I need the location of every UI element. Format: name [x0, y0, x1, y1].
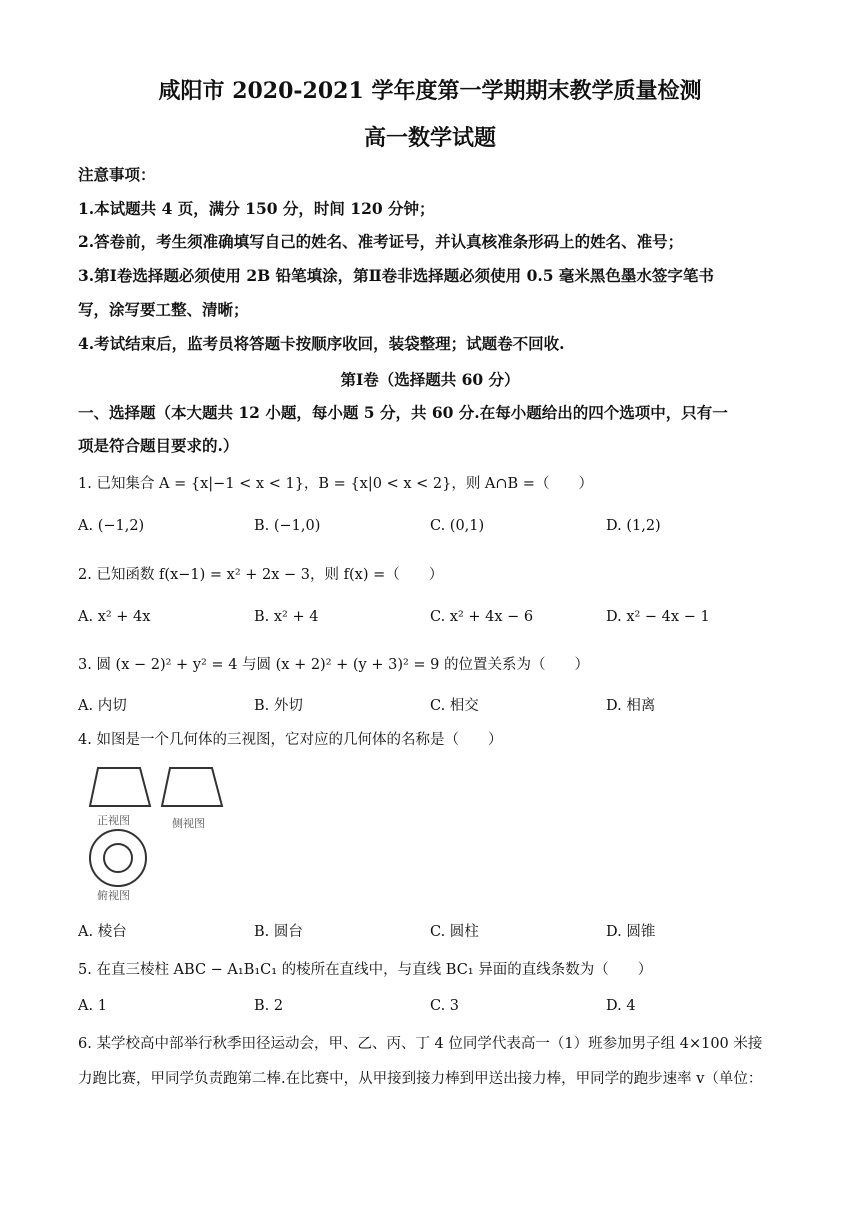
- question-2-stem: 2. 已知函数 f(x−1) = x² + 2x − 3，则 f(x) =（ ）: [78, 567, 444, 583]
- question-3-option-b: B. 外切: [254, 698, 303, 714]
- question-3-option-c: C. 相交: [430, 698, 479, 714]
- side-view-trapezoid: [162, 768, 222, 806]
- note-item-4: 4.考试结束后，监考员将答题卡按顺序收回，装袋整理；试题卷不回收.: [78, 334, 565, 353]
- question-3-option-a: A. 内切: [78, 698, 127, 714]
- exam-title: 咸阳市 2020-2021 学年度第一学期期末教学质量检测: [158, 78, 702, 104]
- question-1-option-c: C. (0,1): [430, 518, 485, 534]
- front-view-trapezoid: [90, 768, 150, 806]
- question-3-stem: 3. 圆 (x − 2)² + y² = 4 与圆 (x + 2)² + (y + 3)² = 9 的位置关系为（ ）: [78, 657, 590, 673]
- question-4-option-b: B. 圆台: [254, 924, 303, 940]
- question-4-option-d: D. 圆锥: [606, 924, 656, 940]
- note-item-2: 2.答卷前，考生须准确填写自己的姓名、准考证号，并认真核准条形码上的姓名、准号；: [78, 232, 684, 251]
- exam-subtitle: 高一数学试题: [363, 125, 496, 151]
- question-4-option-c: C. 圆柱: [430, 924, 479, 940]
- question-4-option-a: A. 棱台: [78, 924, 127, 940]
- question-2-option-b: B. x² + 4: [254, 609, 319, 625]
- question-4-stem: 4. 如图是一个几何体的三视图，它对应的几何体的名称是（ ）: [78, 732, 503, 748]
- front-view-label: 正视图: [97, 814, 130, 827]
- question-1-option-d: D. (1,2): [606, 518, 661, 534]
- question-5-option-d: D. 4: [606, 998, 636, 1014]
- note-item-3-cont: 写，涂写要工整、清晰；: [78, 300, 249, 319]
- question-1-option-a: A. (−1,2): [78, 518, 145, 534]
- question-5-option-b: B. 2: [254, 998, 284, 1014]
- question-6-stem-line2: 力跑比赛，甲同学负责跑第二棒.在比赛中，从甲接到接力棒到甲送出接力棒，甲同学的跑步速率 v（单位：: [78, 1071, 763, 1087]
- question-3-option-d: D. 相离: [606, 698, 656, 714]
- notes-heading: 注意事项：: [78, 165, 156, 184]
- question-1-option-b: B. (−1,0): [254, 518, 321, 534]
- question-2-option-c: C. x² + 4x − 6: [430, 609, 534, 625]
- question-1-stem: 1. 已知集合 A = {x|−1 < x < 1}，B = {x|0 < x < 2}，则 A∩B =（ ）: [78, 476, 593, 492]
- top-view-outer-circle: [90, 830, 146, 886]
- question-5-option-c: C. 3: [430, 998, 460, 1014]
- note-item-1: 1.本试题共 4 页，满分 150 分，时间 120 分钟；: [78, 199, 435, 218]
- note-item-3: 3.第Ⅰ卷选择题必须使用 2B 铅笔填涂，第Ⅱ卷非选择题必须使用 0.5 毫米黑色墨水签字笔书: [78, 266, 714, 285]
- top-view-inner-circle: [104, 844, 132, 872]
- side-view-label: 侧视图: [172, 817, 205, 830]
- question-2-option-d: D. x² − 4x − 1: [606, 609, 710, 625]
- question-6-stem-line1: 6. 某学校高中部举行秋季田径运动会，甲、乙、丙、丁 4 位同学代表高一（1）班参加男子组 4×100 米接: [78, 1036, 763, 1052]
- section-instruction-1: 一、选择题（本大题共 12 小题，每小题 5 分，共 60 分.在每小题给出的四个选项中，只有一: [78, 403, 728, 422]
- question-2-option-a: A. x² + 4x: [78, 609, 151, 625]
- question-5-stem: 5. 在直三棱柱 ABC − A₁B₁C₁ 的棱所在直线中，与直线 BC₁ 异面的直线条数为（ ）: [78, 962, 653, 978]
- top-view-label: 俯视图: [97, 889, 130, 902]
- section-instruction-2: 项是符合题目要求的.）: [78, 436, 239, 455]
- question-5-option-a: A. 1: [78, 998, 107, 1014]
- section-title: 第Ⅰ卷（选择题共 60 分）: [340, 370, 520, 389]
